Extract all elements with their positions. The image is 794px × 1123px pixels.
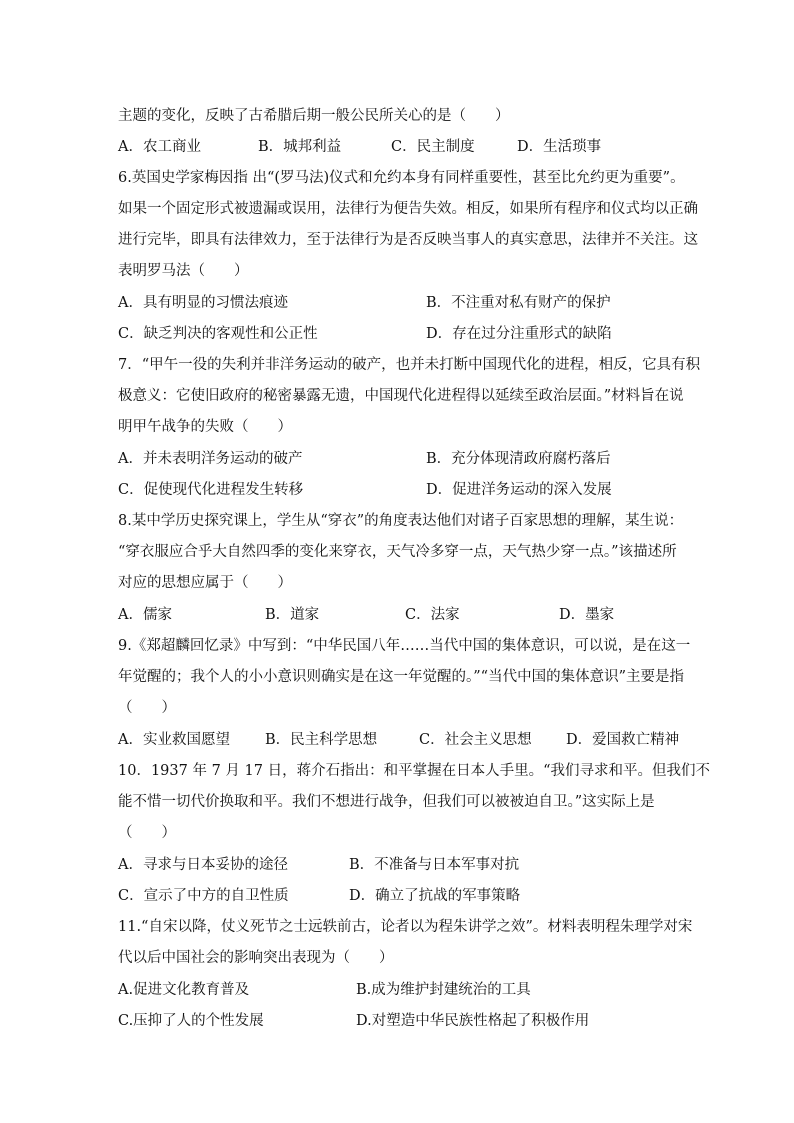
question-11-line: 代以后中国社会的影响突出表现为（ ） (118, 950, 394, 966)
q8-option-d: D．墨家 (559, 607, 615, 623)
question-5-stem: 主题的变化，反映了古希腊后期一般公民所关心的是（ ） (118, 108, 510, 124)
question-6-line: 如果一个固定形式被遗漏或误用，法律行为便告失效。相反，如果所有程序和仪式均以正确 (118, 201, 698, 217)
q5-option-c: C．民主制度 (391, 139, 475, 155)
q8-option-c: C．法家 (405, 607, 460, 623)
q11-option-c: C.压抑了人的个性发展 (118, 1013, 264, 1029)
q8-option-b: B．道家 (265, 607, 320, 623)
q5-option-d: D．生活琐事 (517, 139, 602, 155)
q11-option-a: A.促进文化教育普及 (118, 982, 250, 998)
question-10-line: 能不惜一切代价换取和平。我们不想进行战争，但我们可以被被迫自卫。”这实际上是 (118, 794, 655, 810)
question-6-line: 进行完毕，即具有法律效力，至于法律行为是否反映当事人的真实意思，法律并不关注。这 (118, 232, 698, 248)
q11-option-b: B.成为维护封建统治的工具 (356, 982, 531, 998)
question-9-line: 9.《郑超麟回忆录》中写到：“中华民国八年……当代中国的集体意识，可以说，是在这一 (118, 638, 691, 654)
question-9-line: 年觉醒的；我个人的小小意识则确实是在这一年觉醒的。”“当代中国的集体意识”主要是指 (118, 669, 684, 685)
question-8-line: 对应的思想应属于（ ） (118, 575, 292, 591)
question-10-line: （ ） (118, 825, 176, 841)
question-6-line: 6.英国史学家梅因指 出“(罗马法)仪式和允约本身有同样重要性，甚至比允约更为重要”。 (118, 170, 685, 186)
q10-option-c: C．宣示了中方的自卫性质 (118, 888, 289, 904)
question-8-line: 8.某中学历史探究课上，学生从“穿衣”的角度表达他们对诸子百家思想的理解，某生说： (118, 513, 684, 529)
question-7-line: 明甲午战争的失败（ ） (118, 419, 292, 435)
q10-option-d: D．确立了抗战的军事策略 (349, 888, 521, 904)
q9-option-c: C．社会主义思想 (419, 732, 532, 748)
q8-option-a: A．儒家 (118, 607, 172, 623)
question-7-line: 极意义：它使旧政府的秘密暴露无遗，中国现代化进程得以延续至政治层面。”材料旨在说 (118, 388, 684, 404)
q6-option-c: C．缺乏判决的客观性和公正性 (118, 326, 318, 342)
q11-option-d: D.对塑造中华民族性格起了积极作用 (356, 1013, 590, 1029)
q5-option-a: A．农工商业 (118, 139, 201, 155)
q7-option-a: A．并未表明洋务运动的破产 (118, 451, 303, 467)
q9-option-a: A．实业救国愿望 (118, 732, 230, 748)
q6-option-a: A．具有明显的习惯法痕迹 (118, 295, 288, 311)
q6-option-d: D．存在过分注重形式的缺陷 (426, 326, 612, 342)
q7-option-c: C．促使现代化进程发生转移 (118, 482, 304, 498)
question-8-line: “穿衣服应合乎大自然四季的变化来穿衣，天气冷多穿一点，天气热少穿一点。”该描述所 (118, 544, 677, 560)
q7-option-b: B．充分体现清政府腐朽落后 (426, 451, 611, 467)
question-6-line: 表明罗马法（ ） (118, 263, 249, 279)
question-11-line: 11.“自宋以降，仗义死节之士远轶前古，论者以为程朱讲学之效”。材料表明程朱理学对宋 (118, 919, 693, 935)
q7-option-d: D．促进洋务运动的深入发展 (426, 482, 612, 498)
q10-option-b: B．不准备与日本军事对抗 (349, 857, 520, 873)
question-9-line: （ ） (118, 700, 176, 716)
q6-option-b: B．不注重对私有财产的保护 (426, 295, 611, 311)
q9-option-b: B．民主科学思想 (265, 732, 378, 748)
question-7-line: 7．“甲午一役的失利并非洋务运动的破产，也并未打断中国现代化的进程，相反，它具有积 (118, 357, 701, 373)
q9-option-d: D．爱国救亡精神 (566, 732, 680, 748)
q10-option-a: A．寻求与日本妥协的途径 (118, 857, 288, 873)
q5-option-b: B．城邦利益 (258, 139, 342, 155)
question-10-line: 10．1937 年 7 月 17 日，蒋介石指出：和平掌握在日本人手里。“我们寻求和平。但我们不 (118, 763, 710, 779)
